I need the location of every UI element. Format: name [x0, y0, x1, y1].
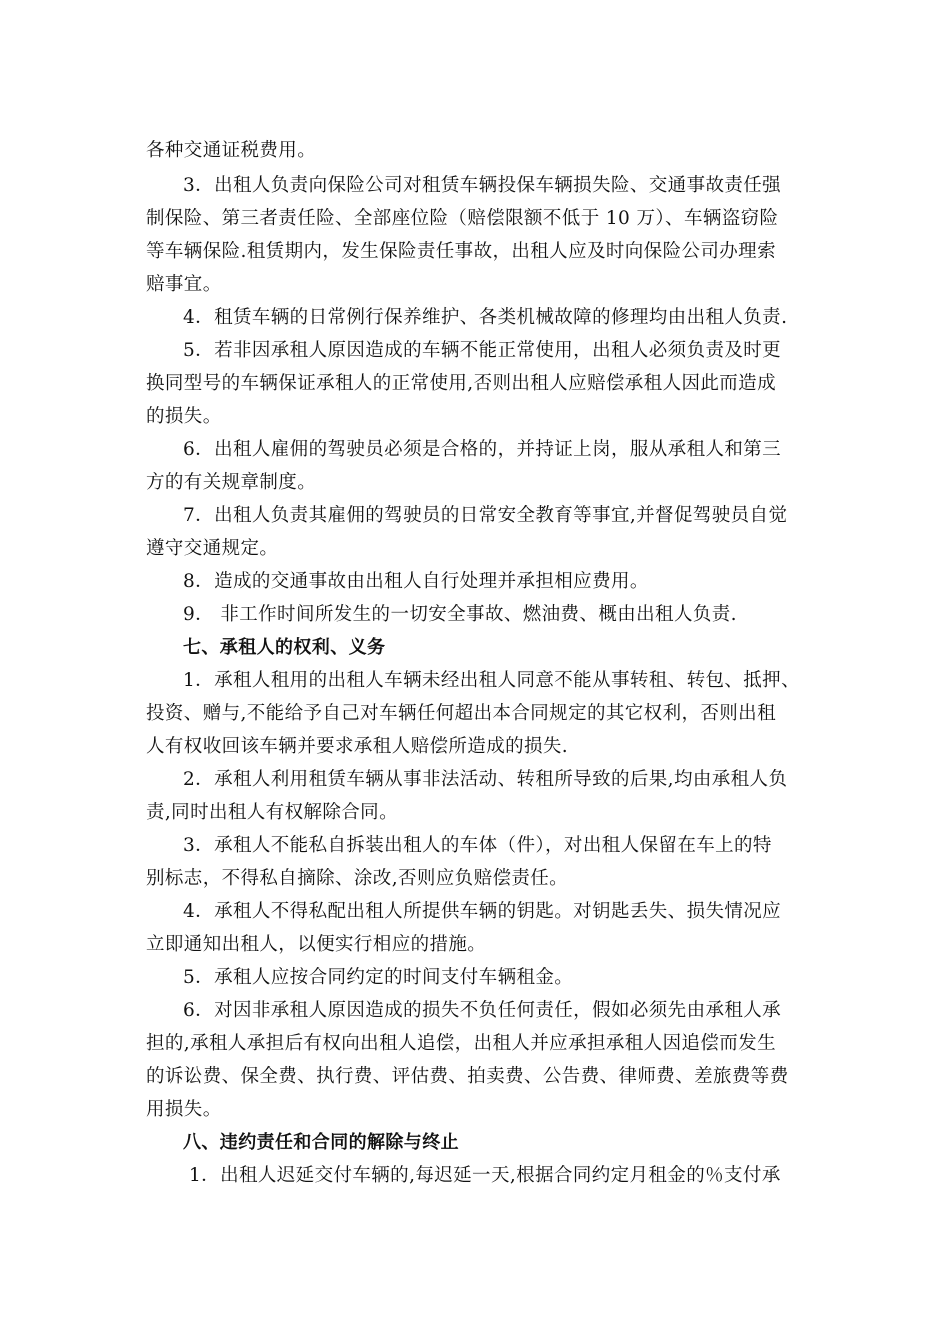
body-text-line: 8．造成的交通事故由出租人自行处理并承担相应费用。: [183, 571, 649, 592]
body-text-line: 别标志，不得私自摘除、涂改,否则应负赔偿责任。: [146, 868, 569, 889]
body-text-line: 7．出租人负责其雇佣的驾驶员的日常安全教育等事宜,并督促驾驶员自觉: [183, 505, 788, 526]
body-text-line: 5．承租人应按合同约定的时间支付车辆租金。: [183, 967, 574, 988]
body-text-line: 人有权收回该车辆并要求承租人赔偿所造成的损失.: [146, 736, 569, 757]
body-text-line: 2．承租人利用租赁车辆从事非法活动、转租所导致的后果,均由承租人负: [183, 769, 788, 790]
body-text-line: 的诉讼费、保全费、执行费、评估费、拍卖费、公告费、律师费、差旅费等费: [146, 1066, 789, 1087]
body-text-line: 4．承租人不得私配出租人所提供车辆的钥匙。对钥匙丢失、损失情况应: [183, 901, 782, 922]
body-text-line: 5．若非因承租人原因造成的车辆不能正常使用，出租人必须负责及时更: [183, 340, 782, 361]
body-text-line: 6．出租人雇佣的驾驶员必须是合格的，并持证上岗，服从承租人和第三: [183, 439, 782, 460]
body-text-line: 的损失。: [146, 406, 222, 427]
body-text-line: 3．承租人不能私自拆装出租人的车体（件），对出租人保留在车上的特: [183, 835, 772, 856]
section-heading: 七、承租人的权利、义务: [183, 637, 386, 658]
body-text-line: 担的,承租人承担后有权向出租人追偿，出租人并应承担承租人因追偿而发生: [146, 1033, 776, 1054]
body-text-line: 立即通知出租人，以便实行相应的措施。: [146, 934, 487, 955]
body-text-line: 遵守交通规定。: [146, 538, 279, 559]
body-text-line: 用损失。: [146, 1099, 222, 1120]
body-text-line: 等车辆保险.租赁期内，发生保险责任事故，出租人应及时向保险公司办理索: [146, 241, 776, 262]
section-heading: 八、违约责任和合同的解除与终止: [183, 1132, 459, 1153]
body-text-line: 换同型号的车辆保证承租人的正常使用,否则出租人应赔偿承租人因此而造成: [146, 373, 776, 394]
body-text-line: 1．承租人租用的出租人车辆未经出租人同意不能从事转租、转包、抵押、: [183, 670, 800, 691]
body-text-line: 投资、赠与,不能给予自己对车辆任何超出本合同规定的其它权利，否则出租: [146, 703, 776, 724]
body-text-line: 6．对因非承租人原因造成的损失不负任何责任，假如必须先由承租人承: [183, 1000, 782, 1021]
body-text-line: 制保险、第三者责任险、全部座位险（赔偿限额不低于 10 万）、车辆盗窃险: [146, 208, 779, 229]
body-text-line: 责,同时出租人有权解除合同。: [146, 802, 398, 823]
body-text-line: 3．出租人负责向保险公司对租赁车辆投保车辆损失险、交通事故责任强: [183, 175, 782, 196]
body-text-line: 赔事宜。: [146, 274, 222, 295]
body-text-line: 各种交通证税费用。: [146, 140, 317, 161]
body-text-line: 方的有关规章制度。: [146, 472, 317, 493]
body-text-line: 9． 非工作时间所发生的一切安全事故、燃油费、概由出租人负责.: [183, 604, 737, 625]
body-text-line: 1．出租人迟延交付车辆的,每迟延一天,根据合同约定月租金的％支付承: [189, 1165, 781, 1186]
body-text-line: 4．租赁车辆的日常例行保养维护、各类机械故障的修理均由出租人负责.: [183, 307, 788, 328]
